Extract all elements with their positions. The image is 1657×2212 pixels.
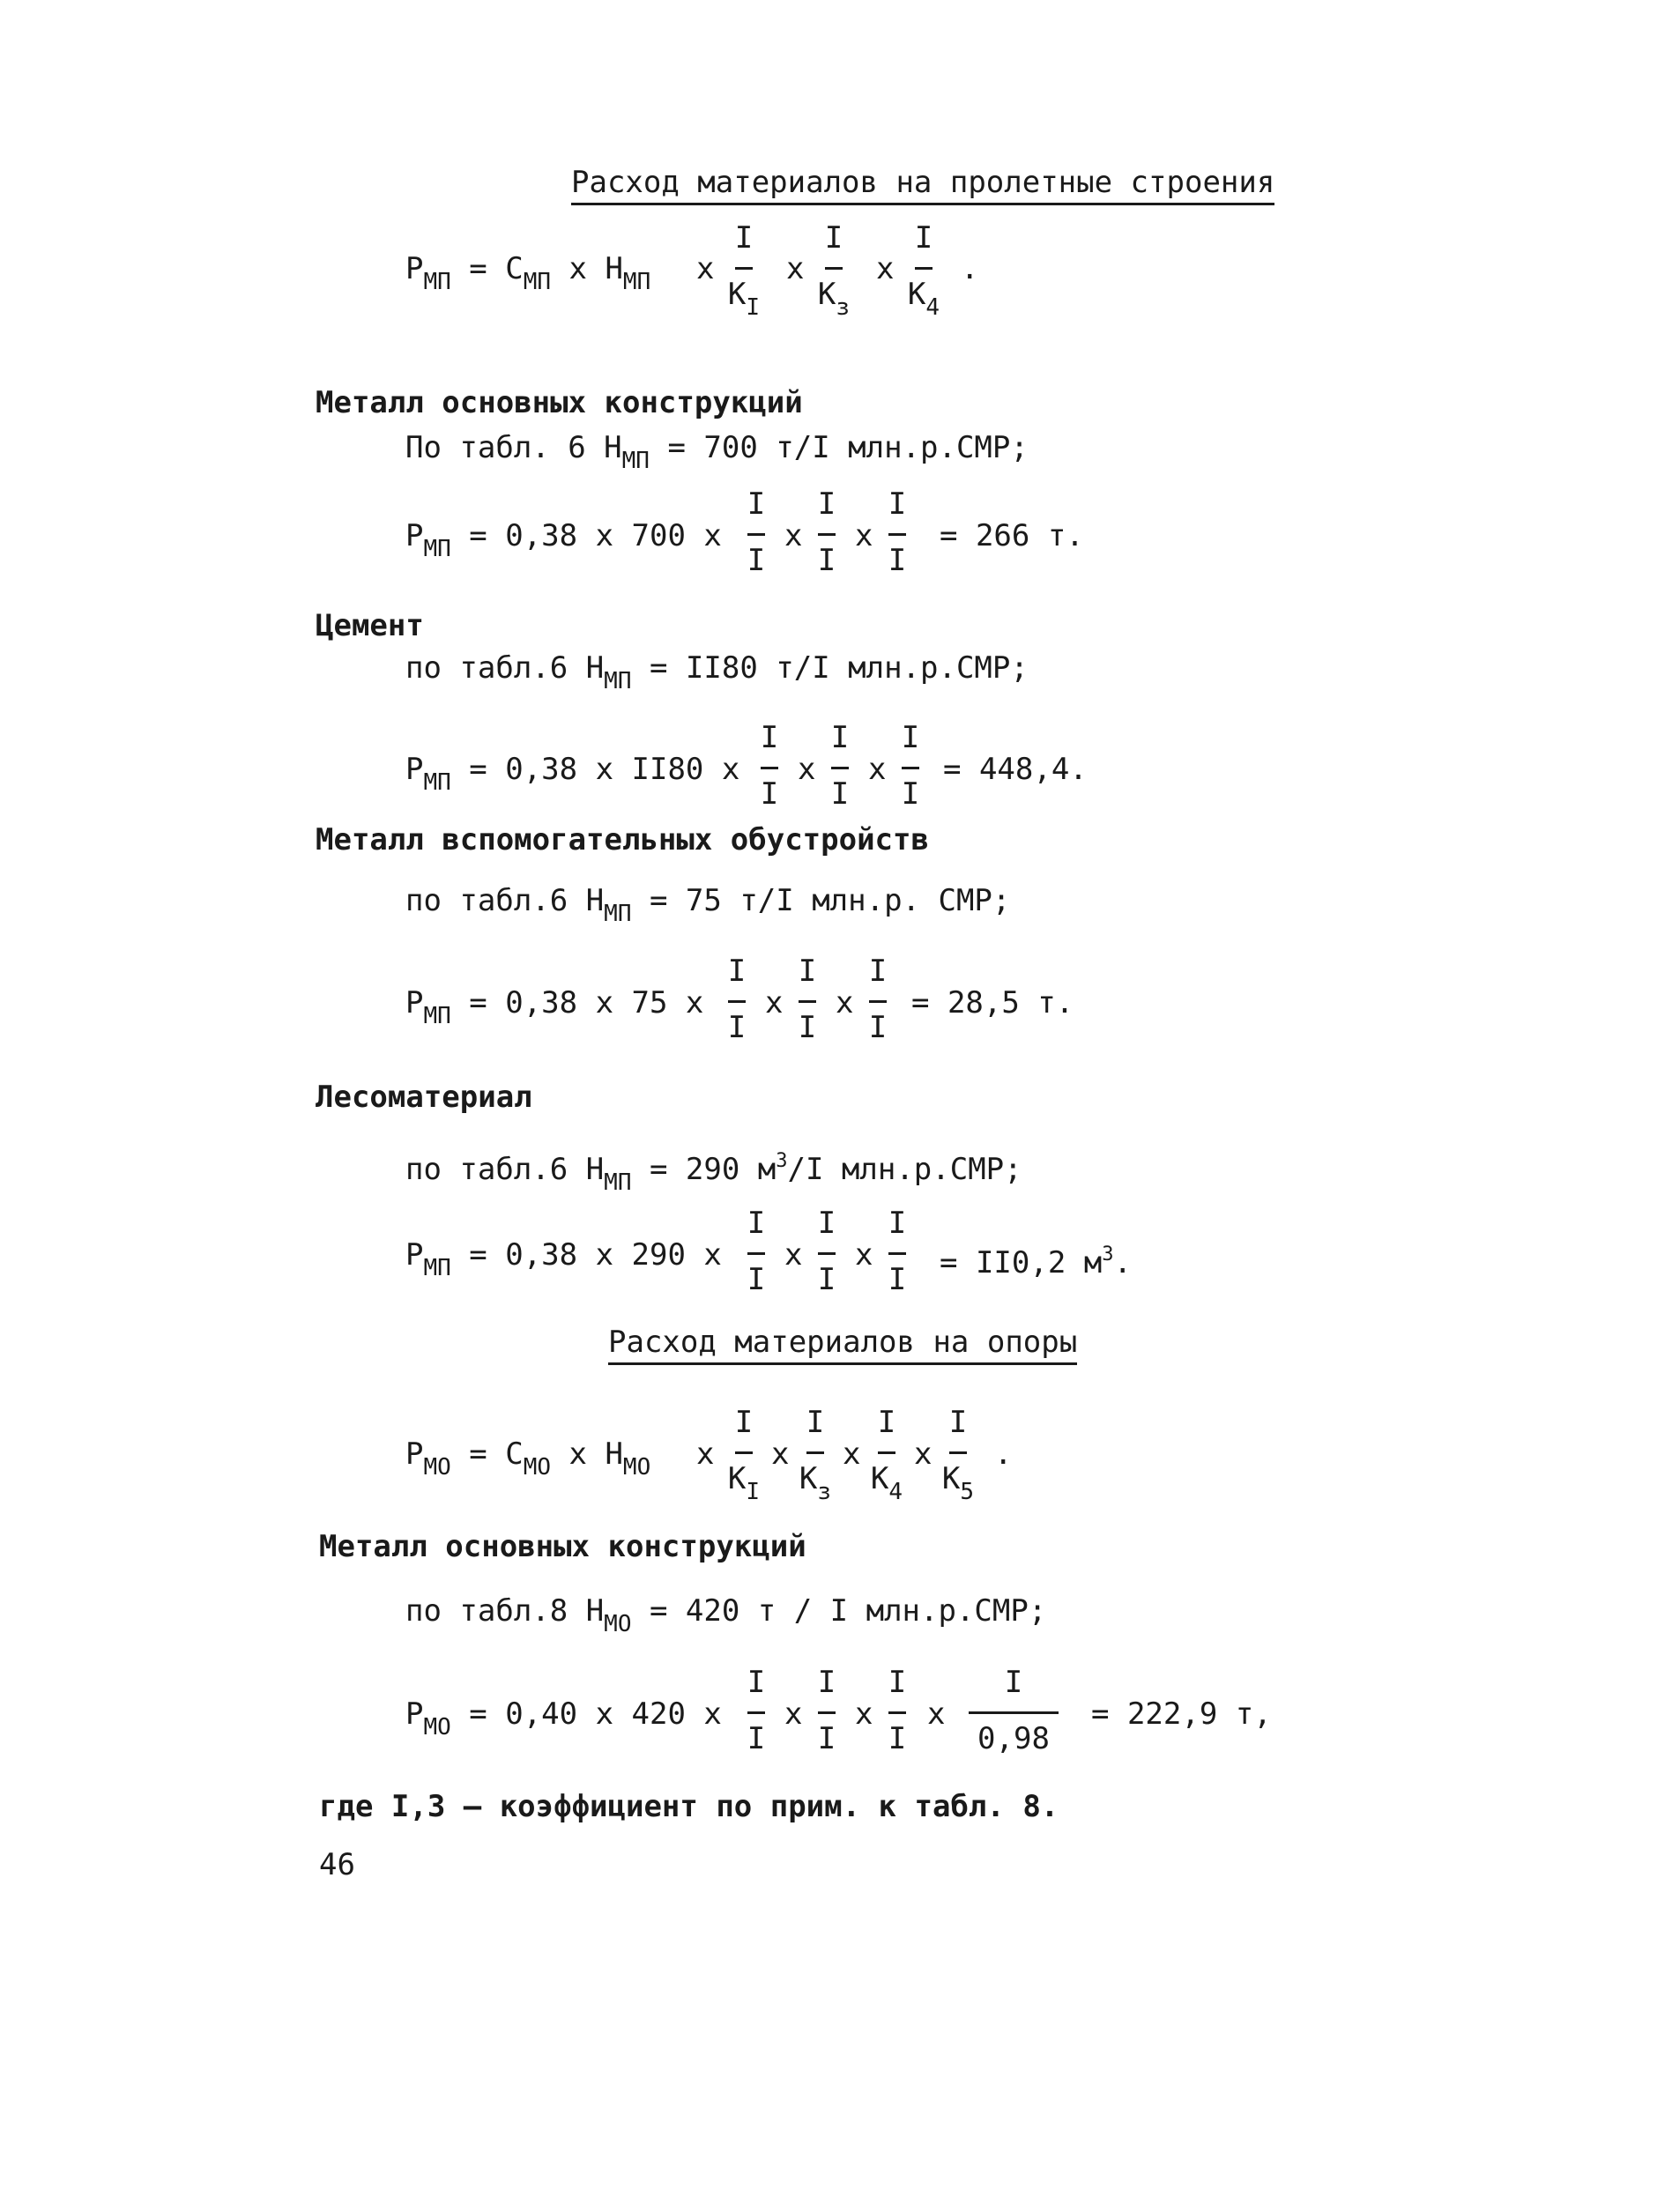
- fraction-1-over-0-98: I 0,98: [956, 1665, 1071, 1762]
- calc-lhs: $P_{МП} = 0,38$ x II80 x: [405, 752, 740, 796]
- fraction-1-over-1: I I: [817, 486, 836, 578]
- times-sign: x: [876, 251, 895, 286]
- times-sign: x: [843, 1436, 861, 1472]
- fraction-1-over-1: I I: [727, 954, 747, 1045]
- times-sign: x: [855, 518, 873, 553]
- times-sign: x: [868, 752, 887, 787]
- block-title-metal-main: Металл основных конструкций: [316, 385, 803, 420]
- norm-line-timber: по табл.6 $H_{МП} = 290$ $м^3/I$ млн.р.СМР;: [405, 1150, 1022, 1196]
- fraction-1-over-1: I I: [901, 720, 920, 812]
- fraction-1-over-1: I I: [747, 1665, 766, 1756]
- fraction-1-over-1: I I: [747, 486, 766, 578]
- section-heading-spans: Расход материалов на пролетные строения: [571, 165, 1274, 205]
- calc-result: = 448,4.: [943, 752, 1088, 787]
- norm-line-metal-main: По табл. 6 $H_{МП} = 700$ т/I млн.р.СМР;: [405, 430, 1029, 474]
- formula-lhs: $P_{МО} = C_{МО}$ x $H_{МО}$: [405, 1436, 651, 1481]
- calc-lhs: $P_{МП} = 0,38$ x 75 x: [405, 985, 704, 1029]
- fraction-1-over-1: I I: [888, 1206, 907, 1297]
- fraction-1-over-1: I I: [760, 720, 779, 812]
- block-title-metal-main-supports: Металл основных конструкций: [319, 1529, 806, 1564]
- formula-end-dot: .: [961, 251, 979, 286]
- fraction-1-over-1: I I: [868, 954, 888, 1045]
- times-sign: x: [784, 1696, 803, 1732]
- times-sign: x: [914, 1436, 933, 1472]
- fraction-1-over-k5: I $K_5$: [941, 1405, 975, 1505]
- times-sign: x: [855, 1696, 873, 1732]
- block-title-metal-aux: Металл вспомогательных обустройств: [316, 822, 929, 857]
- times-sign: x: [765, 985, 784, 1021]
- calc-result: = II0,2 $м^3$.: [940, 1243, 1132, 1280]
- times-sign: x: [784, 1237, 803, 1273]
- norm-line-metal-aux: по табл.6 $H_{МП} = 75$ т/I млн.р. СМР;: [405, 883, 1011, 927]
- fraction-1-over-k1: I $K_I$: [727, 220, 761, 321]
- fraction-1-over-k3: I $K_з$: [817, 220, 851, 321]
- fraction-1-over-k4: I $K_4$: [870, 1405, 903, 1505]
- fraction-1-over-1: I I: [888, 486, 907, 578]
- calc-result: = 266 т.: [940, 518, 1084, 553]
- fraction-1-over-k4: I $K_4$: [907, 220, 940, 321]
- fraction-1-over-1: I I: [747, 1206, 766, 1297]
- calc-result: = 222,9 т,: [1091, 1696, 1272, 1732]
- fraction-1-over-k3: I $K_з$: [799, 1405, 832, 1505]
- times-sign: x: [784, 518, 803, 553]
- fraction-1-over-1: I I: [830, 720, 850, 812]
- calc-lhs: $P_{МО} = 0,40$ x 420 x: [405, 1696, 722, 1741]
- fraction-1-over-1: I I: [798, 954, 817, 1045]
- norm-line-cement: по табл.6 $H_{МП} = II80$ т/I млн.р.СМР;: [405, 650, 1029, 694]
- formula-lhs: $P_{МП} = C_{МП}$ x $H_{МП}$: [405, 251, 651, 295]
- page-number: 46: [319, 1847, 355, 1882]
- footnote: где I,3 – коэффициент по прим. к табл. 8.: [319, 1789, 1059, 1824]
- times-sign: x: [786, 251, 805, 286]
- calc-result: = 28,5 т.: [911, 985, 1074, 1021]
- times-sign: x: [927, 1696, 946, 1732]
- fraction-1-over-1: I I: [817, 1665, 836, 1756]
- block-title-timber: Лесоматериал: [316, 1080, 532, 1115]
- times-sign: x: [855, 1237, 873, 1273]
- times-sign: x: [836, 985, 854, 1021]
- formula-end-dot: .: [994, 1436, 1013, 1472]
- fraction-1-over-1: I I: [888, 1665, 907, 1756]
- block-title-cement: Цемент: [316, 608, 424, 643]
- times-sign: x: [696, 251, 715, 286]
- fraction-1-over-k1: I $K_I$: [727, 1405, 761, 1505]
- section-heading-supports: Расход материалов на опоры: [608, 1325, 1077, 1365]
- calc-lhs: $P_{МП} = 0,38$ x 290 x: [405, 1237, 722, 1281]
- times-sign: x: [798, 752, 816, 787]
- norm-line-metal-main-supports: по табл.8 $H_{МО} = 420$ т / I млн.р.СМР;: [405, 1593, 1047, 1637]
- calc-lhs: $P_{МП} = 0,38$ x 700 x: [405, 518, 722, 562]
- fraction-1-over-1: I I: [817, 1206, 836, 1297]
- times-sign: x: [696, 1436, 715, 1472]
- times-sign: x: [771, 1436, 790, 1472]
